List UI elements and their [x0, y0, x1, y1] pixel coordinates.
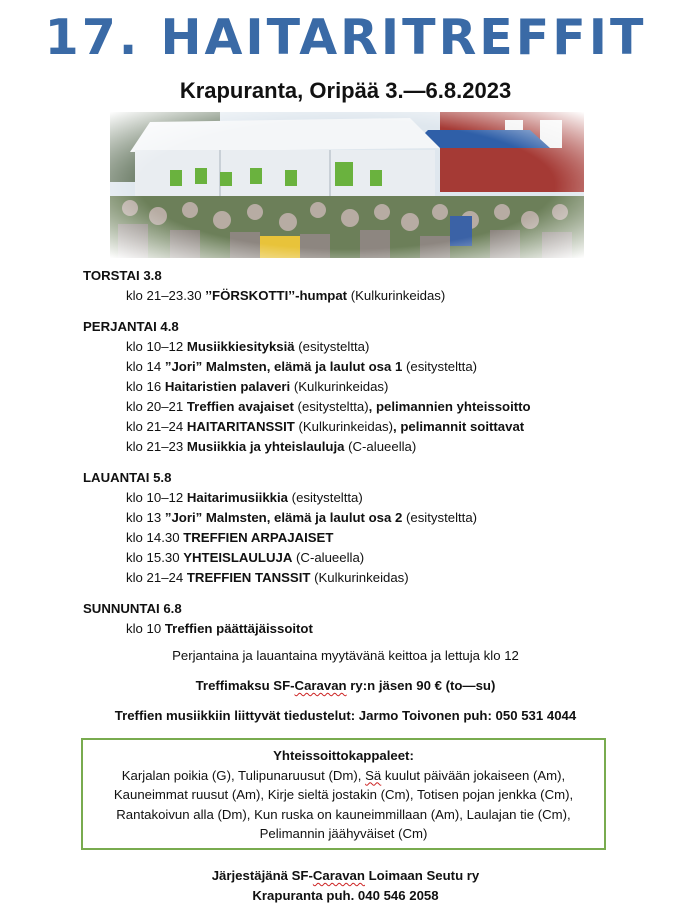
songs-line-text-end: kuulut päivään jokaiseen (Am), — [381, 767, 566, 783]
songs-box — [81, 738, 606, 850]
item-text: klo 10–12 — [126, 339, 187, 354]
schedule-item — [83, 528, 643, 548]
day-section — [83, 468, 643, 588]
phone-line: Krapuranta puh. 040 546 2058 — [252, 888, 439, 903]
event-location-dates: Krapuranta, Oripää 3.—6.8.2023 — [179, 78, 512, 103]
songs-heading: Yhteissoittokappaleet: — [273, 748, 414, 763]
schedule-item — [83, 548, 643, 568]
songs-line: Rantakoivun alla (Dm), Kun ruska on kauneimmillaan (Am), Laulajan tie (Cm), — [116, 806, 571, 822]
item-text: (esitysteltta) — [402, 510, 478, 525]
day-heading: PERJANTAI 4.8 — [83, 319, 179, 334]
schedule-item — [83, 357, 643, 377]
item-text: (esitysteltta) — [293, 399, 369, 414]
item-text: (esitysteltta) — [294, 339, 370, 354]
item-text: klo 15.30 — [126, 550, 184, 565]
item-text: (Kulkurinkeidas) — [310, 570, 409, 585]
fee-text: Treffimaksu SF- — [195, 678, 295, 693]
item-text: klo 21–23.30 — [126, 288, 206, 303]
item-highlight: TREFFIEN ARPAJAISET — [183, 530, 334, 545]
item-text: klo 21–24 — [126, 570, 187, 585]
day-heading: TORSTAI 3.8 — [83, 268, 162, 283]
schedule-item — [83, 286, 643, 306]
item-text: klo 21–24 — [126, 419, 187, 434]
schedule-item — [83, 337, 643, 357]
fee-text-squiggle: Caravan — [294, 678, 347, 693]
schedule-item — [83, 568, 643, 588]
schedule-item — [83, 417, 643, 437]
item-highlight: ”Jori” Malmsten, elämä ja laulut osa 1 — [164, 359, 403, 374]
item-highlight: TREFFIEN TANSSIT — [186, 570, 311, 585]
songs-line-text: Karjalan poikia (G), Tulipunaruusut (Dm), — [121, 767, 366, 783]
schedule-item — [83, 377, 643, 397]
item-highlight: Musiikkiesityksiä — [186, 339, 295, 354]
food-note: Perjantaina ja lauantaina myytävänä keittoa ja lettuja klo 12 — [172, 648, 519, 663]
schedule-item — [83, 619, 643, 639]
schedule-item — [83, 488, 643, 508]
fee-line — [0, 676, 691, 696]
day-section — [83, 317, 643, 457]
item-highlight: Musiikkia ja yhteislauluja — [186, 439, 345, 454]
organizer-line — [0, 866, 691, 886]
songs-line — [83, 766, 604, 786]
contact-line: Treffien musiikkiin liittyvät tiedustelut: Jarmo Toivonen puh: 050 531 4044 — [114, 708, 577, 723]
event-photo — [110, 112, 584, 258]
item-text: (Kulkurinkeidas) — [294, 419, 394, 434]
schedule-item — [83, 508, 643, 528]
organizer-text-end: Loimaan Seutu ry — [364, 868, 480, 883]
item-highlight: Treffien päättäjäissoitot — [164, 621, 313, 636]
organizer-text: Järjestäjänä SF- — [211, 868, 313, 883]
item-text: (Kulkurinkeidas) — [347, 288, 446, 303]
songs-line: Kauneimmat ruusut (Am), Kirje sieltä jostakin (Cm), Totisen pojan jenkka (Cm), — [113, 787, 574, 802]
item-highlight: ’’FÖRSKOTTI’’-humpat — [205, 288, 348, 303]
item-text: klo 20–21 — [126, 399, 187, 414]
item-text: klo 21–23 — [126, 439, 187, 454]
item-text: klo 16 — [126, 379, 165, 394]
schedule-item — [83, 397, 643, 417]
item-text: klo 14.30 — [126, 530, 184, 545]
item-text: (Kulkurinkeidas) — [290, 379, 389, 394]
item-highlight: Haitarimusiikkia — [186, 490, 289, 505]
item-highlight: Haitaristien palaveri — [164, 379, 291, 394]
day-section — [83, 266, 643, 306]
item-text: (C-alueella) — [292, 550, 365, 565]
songs-line: Pelimannin jäähyväiset (Cm) — [259, 826, 428, 841]
schedule-item — [83, 437, 643, 457]
item-text: (esitysteltta) — [402, 359, 478, 374]
item-text: klo 14 — [126, 359, 165, 374]
day-heading: LAUANTAI 5.8 — [83, 470, 172, 485]
item-highlight: , pelimannit soittavat — [393, 419, 525, 434]
item-text: (esitysteltta) — [288, 490, 363, 505]
songs-line-squiggle: Sä — [365, 767, 382, 783]
schedule — [83, 266, 643, 650]
item-highlight: ”Jori” Malmsten, elämä ja laulut osa 2 — [164, 510, 403, 525]
item-text: klo 10 — [126, 621, 165, 636]
item-highlight: HAITARITANSSIT — [186, 419, 295, 434]
item-text: (C-alueella) — [344, 439, 417, 454]
fee-text-end: ry:n jäsen 90 € (to—su) — [346, 678, 496, 693]
day-heading: SUNNUNTAI 6.8 — [83, 601, 182, 616]
item-highlight: Treffien avajaiset — [186, 399, 294, 414]
organizer-text-squiggle: Caravan — [312, 868, 365, 883]
page-title: 17. HAITARITREFFIT — [44, 9, 647, 66]
item-text: klo 10–12 — [126, 490, 187, 505]
item-highlight: YHTEISLAULUJA — [183, 550, 293, 565]
day-section — [83, 599, 643, 639]
item-highlight: , pelimannien yhteissoitto — [368, 399, 531, 414]
item-text: klo 13 — [126, 510, 165, 525]
